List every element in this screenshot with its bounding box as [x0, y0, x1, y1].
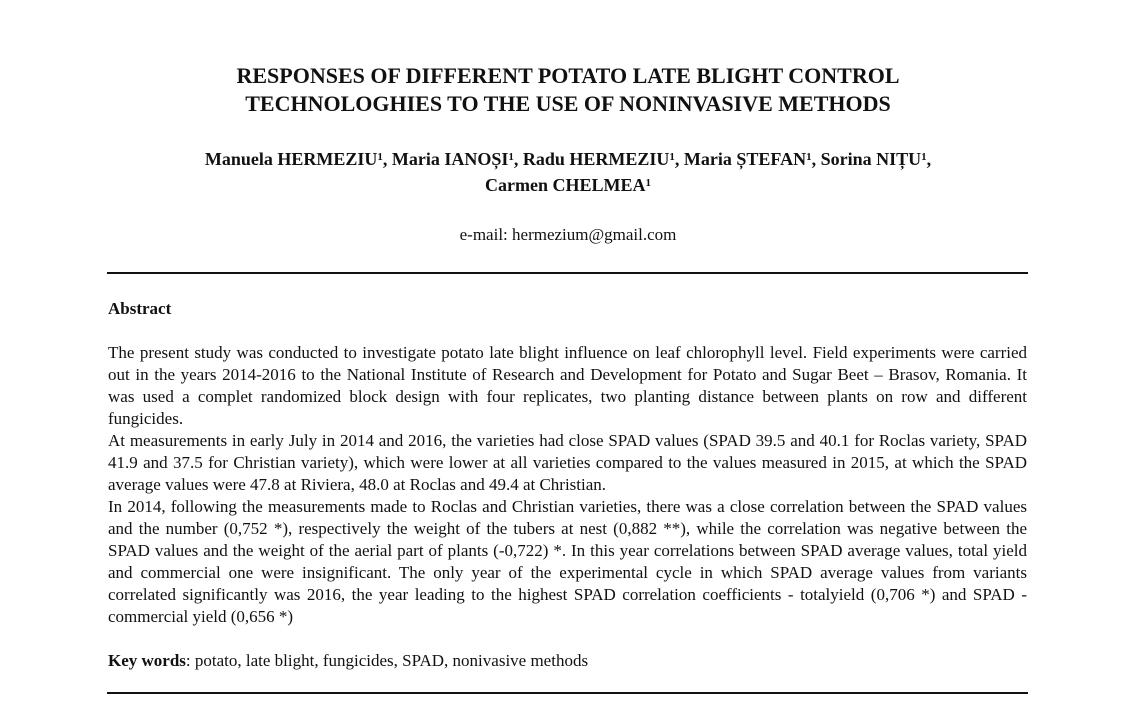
author-email: e-mail: hermezium@gmail.com [459, 225, 677, 244]
author-affiliation: 1 [645, 177, 651, 189]
author-affiliation: 1 [669, 151, 675, 163]
author-name: Maria ȘTEFAN [683, 149, 807, 169]
paper-title-line-2: TECHNOLOGHIES TO THE USE OF NONINVASIVE METHODS [245, 91, 891, 116]
keywords-label: Key words [108, 651, 186, 670]
author-affiliation: 1 [806, 151, 812, 163]
paper-title-line-1: RESPONSES OF DIFFERENT POTATO LATE BLIGHT CONTROL [236, 63, 900, 88]
author-list [0, 146, 1126, 198]
author-separator: , [513, 149, 523, 169]
author-name: Carmen CHELMEA [485, 175, 646, 195]
abstract-body [108, 342, 1027, 628]
author-line-1 [0, 146, 1126, 172]
abstract-heading: Abstract [108, 299, 172, 318]
bottom-divider [107, 692, 1028, 694]
abstract-paragraph: The present study was conducted to investigate potato late blight influence on leaf chlorophyll level. Field experiments were carried out in the years 2014-2016 to the National Institute of Research and Development for Potato and Sugar Beet – Brasov, Romania. It was used a complet randomized block design with four replicates, two planting distance between plants on row and different fungicides. [108, 343, 1027, 428]
keywords [108, 650, 1027, 672]
author-name: Manuela HERMEZIU [204, 149, 378, 169]
author-name: Sorina NIȚU [820, 149, 922, 169]
author-affiliation: 1 [921, 151, 927, 163]
author-affiliation: 1 [508, 151, 514, 163]
author-name: Radu HERMEZIU [522, 149, 670, 169]
author-separator: , [926, 149, 932, 169]
author-separator: , [811, 149, 821, 169]
author-name: Maria IANOȘI [391, 149, 509, 169]
author-separator: , [382, 149, 392, 169]
keywords-text: : potato, late blight, fungicides, SPAD, nonivasive methods [185, 651, 589, 670]
abstract-paragraph: At measurements in early July in 2014 and 2016, the varieties had close SPAD values (SPAD 39.5 and 40.1 for Roclas variety, SPAD 41.9 and 37.5 for Christian variety), which were lower at all varieties compared to the values measured in 2015, at which the SPAD average values were 47.8 at Riviera, 48.0 at Roclas and 49.4 at Christian. [108, 431, 1027, 494]
author-separator: , [674, 149, 684, 169]
author-affiliation: 1 [377, 151, 383, 163]
paper-title [0, 62, 1126, 118]
author-line-2 [0, 172, 1126, 198]
abstract-paragraph: In 2014, following the measurements made to Roclas and Christian varieties, there was a close correlation between the SPAD values and the number (0,752 *), respectively the weight of the tubers at nest (0,882 **), while the correlation was negative between the SPAD values and the weight of the aerial part of plants (-0,722) *. In this year correlations between SPAD average values, total yield and commercial one were insignificant. The only year of the experimental cycle in which SPAD average values from variants correlated significantly was 2016, the year leading to the highest SPAD correlation coefficients - totalyield (0,706 *) and SPAD - commercial yield (0,656 *) [108, 497, 1027, 626]
top-divider [107, 272, 1028, 274]
